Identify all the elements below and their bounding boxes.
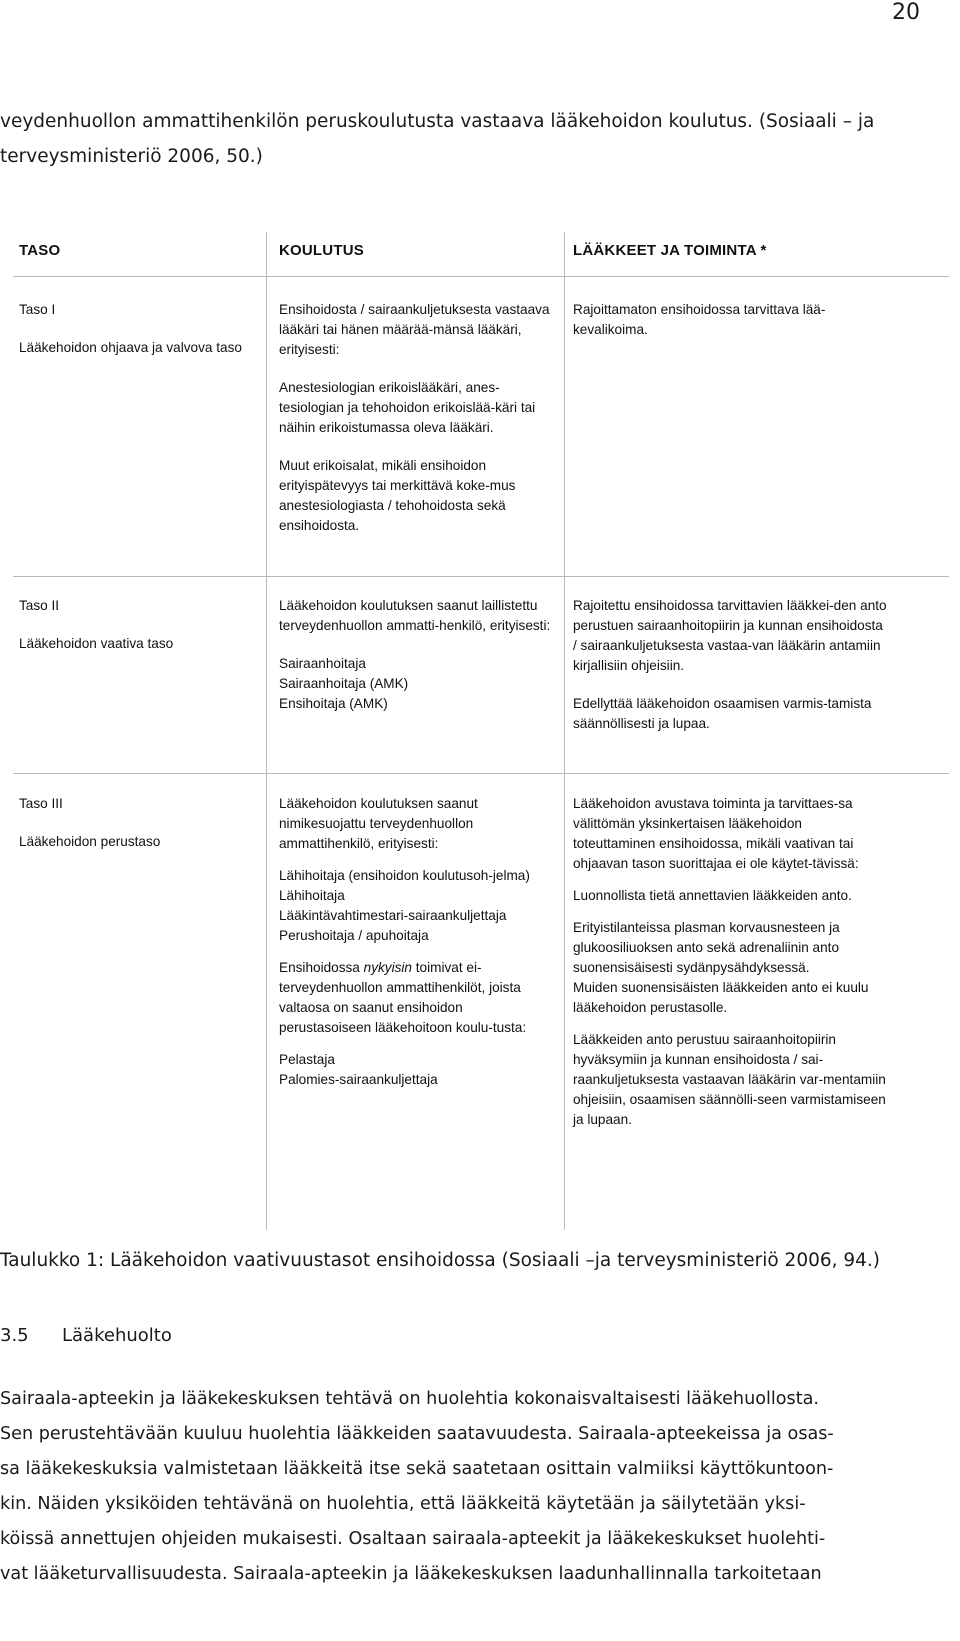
education-text: Sairaanhoitaja <box>279 656 366 671</box>
body-line: vat lääketurvallisuudesta. Sairaala-apteekin ja lääkekeskuksen laadunhallinnalla tarkoitetaan <box>0 1564 822 1584</box>
body-line: Sairaala-apteekin ja lääkekeskuksen tehtävä on huolehtia kokonaisvaltaisesti lääkehuollosta. <box>0 1389 819 1409</box>
body-line: köissä annettujen ohjeiden mukaisesti. Osaltaan sairaala-apteekit ja lääkekeskukset huolehti- <box>0 1529 826 1549</box>
header-koulutus: KOULUTUS <box>279 242 364 259</box>
education-text: Ensihoitaja (AMK) <box>279 696 388 711</box>
medication-text: Rajoittamaton ensihoidossa tarvittava lää-kevalikoima. <box>573 302 826 337</box>
medication-text: Muiden suonensisäisten lääkkeiden anto ei kuulu lääkehoidon perustasolle. <box>573 980 869 1015</box>
medication-text: Luonnollista tietä annettavien lääkkeiden anto. <box>573 888 852 903</box>
body-line: kin. Näiden yksiköiden tehtävänä on huolehtia, että lääkkeitä käytetään ja säilytetään yksi- <box>0 1494 806 1514</box>
intro-line: terveysministeriö 2006, 50.) <box>0 146 263 167</box>
level-description: Lääkehoidon ohjaava ja valvova taso <box>19 340 242 355</box>
education-text: Ensihoidosta / sairaankuljetuksesta vastaava lääkäri tai hänen määrää-mänsä lääkäri, erityisesti: <box>279 302 550 357</box>
row2-laakkeet <box>573 596 887 752</box>
education-text: Lääkehoidon koulutuksen saanut laillistettu terveydenhuollon ammatti-henkilö, erityisesti: <box>279 598 551 633</box>
medication-text: Lääkkeiden anto perustuu sairaanhoitopiirin hyväksymiin ja kunnan ensihoidosta / sai-raankuljetuksesta vastaavan lääkärin var-mentamiin ohjeisiin, osaamisen säännölli-seen varmistamiseen ja lupaan. <box>573 1032 886 1127</box>
row2-koulutus <box>279 596 555 714</box>
header-laakkeet: LÄÄKKEET JA TOIMINTA * <box>573 242 767 259</box>
education-text: Palomies-sairaankuljettaja <box>279 1072 438 1087</box>
section-number: 3.5 <box>0 1325 29 1346</box>
table-divider <box>266 232 267 1230</box>
row3-taso <box>19 794 257 870</box>
row1-taso <box>19 300 257 376</box>
row1-koulutus <box>279 300 555 554</box>
page-number: 20 <box>892 0 920 25</box>
level-name: Taso II <box>19 598 60 613</box>
medication-levels-table <box>13 232 949 1230</box>
level-name: Taso III <box>19 796 63 811</box>
education-text: Lähihoitaja (ensihoidon koulutusoh-jelma) <box>279 868 530 883</box>
table-divider <box>13 276 949 277</box>
row3-koulutus <box>279 794 555 1090</box>
header-taso: TASO <box>19 242 61 259</box>
level-description: Lääkehoidon perustaso <box>19 834 161 849</box>
level-description: Lääkehoidon vaativa taso <box>19 636 174 651</box>
education-text: Muut erikoisalat, mikäli ensihoidon erityispätevyys tai merkittävä koke-mus anestesiologiasta / tehohoidosta sekä ensihoidosta. <box>279 458 516 533</box>
education-text: Pelastaja <box>279 1052 335 1067</box>
row3-laakkeet <box>573 794 887 1130</box>
body-line: Sen perustehtävään kuuluu huolehtia lääkkeiden saatavuudesta. Sairaala-apteekeissa ja osas- <box>0 1424 834 1444</box>
table-divider <box>13 773 949 774</box>
education-text: Lähihoitaja <box>279 888 345 903</box>
medication-text: Edellyttää lääkehoidon osaamisen varmis-tamista säännöllisesti ja lupaa. <box>573 696 872 731</box>
education-text: Anestesiologian erikoislääkäri, anes-tesiologian ja tehohoidon erikoislää-käri tai näihin erikoistumassa oleva lääkäri. <box>279 380 536 435</box>
intro-line: veydenhuollon ammattihenkilön peruskoulutusta vastaava lääkehoidon koulutus. (Sosiaali – ja <box>0 111 875 132</box>
education-text: Lääkintävahtimestari-sairaankuljettaja <box>279 908 507 923</box>
education-text: Ensihoidossa nykyisin toimivat ei-terveydenhuollon ammattihenkilöt, joista valtaosa on saanut ensihoidon perustasoiseen lääkehoitoon koulu-tusta: <box>279 960 527 1035</box>
level-name: Taso I <box>19 302 56 317</box>
section-heading <box>0 1325 172 1346</box>
education-text: Sairaanhoitaja (AMK) <box>279 676 409 691</box>
table-divider <box>564 232 565 1230</box>
education-text: Perushoitaja / apuhoitaja <box>279 928 429 943</box>
row1-laakkeet <box>573 300 887 358</box>
table-divider <box>13 576 949 577</box>
medication-text: Lääkehoidon avustava toiminta ja tarvittaes-sa välittömän yksinkertaisen lääkehoidon toteuttaminen ensihoidossa, mikäli vaativan tai ohjaavan tason suorittajaa ei ole käytet-tävissä: <box>573 796 859 871</box>
intro-paragraph <box>0 104 940 174</box>
emphasis-text: nykyisin <box>363 960 412 975</box>
row2-taso <box>19 596 257 672</box>
medication-text: Erityistilanteissa plasman korvausnesteen ja glukoosiliuoksen anto sekä adrenaliinin anto suonensisäisesti sydänpysähdyksessä. <box>573 920 840 975</box>
body-paragraph <box>0 1382 940 1592</box>
table-caption: Taulukko 1: Lääkehoidon vaativuustasot ensihoidossa (Sosiaali –ja terveysministeriö 2006, 94.) <box>0 1250 881 1271</box>
body-line: sa lääkekeskuksia valmistetaan lääkkeitä itse sekä saatetaan osittain valmiiksi käyttökuntoon- <box>0 1459 834 1479</box>
medication-text: Rajoitettu ensihoidossa tarvittavien lääkkei-den anto perustuen sairaanhoitopiirin ja kunnan ensihoidosta / sairaankuljetuksesta vastaa-van lääkärin antamiin kirjallisiin ohjeisiin. <box>573 598 887 673</box>
education-text: Lääkehoidon koulutuksen saanut nimikesuojattu terveydenhuollon ammattihenkilö, erityisesti: <box>279 796 478 851</box>
section-title: Lääkehuolto <box>62 1325 172 1346</box>
